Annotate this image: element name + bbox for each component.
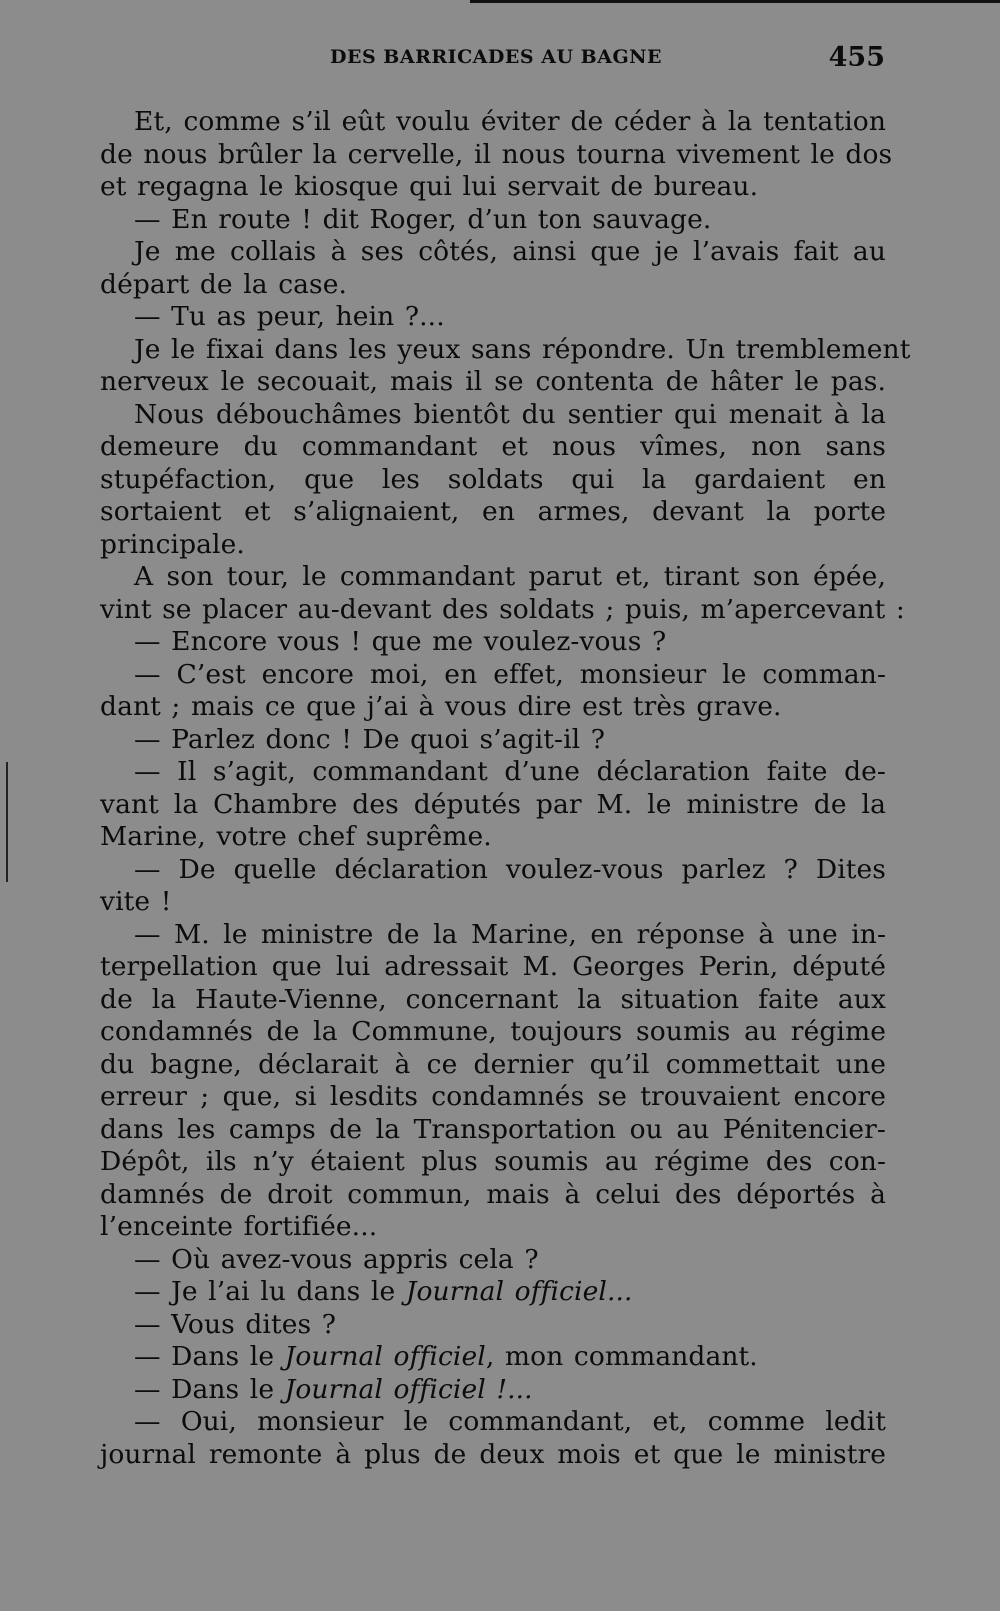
text-line: Et, comme s’il eût voulu éviter de céder à la tentation (134, 106, 886, 137)
text-line: Je me collais à ses côtés, ainsi que je l’avais fait au (134, 236, 886, 267)
text-segment: — Je l’ai lu dans le (134, 1276, 406, 1307)
text-line: — Encore vous ! que me voulez-vous ? (134, 626, 667, 657)
text-line: vant la Chambre des députés par M. le ministre de la (100, 788, 886, 820)
text-line: — Oui, monsieur le commandant, et, comme ledit (134, 1406, 886, 1437)
text-line: demeure du commandant et nous vîmes, non sans (100, 431, 886, 462)
body-text (100, 106, 911, 1471)
text-line: stupéfaction, que les soldats qui la gardaient en (100, 463, 886, 495)
text-line: A son tour, le commandant parut et, tirant son épée, (134, 561, 886, 592)
text-line: erreur ; que, si lesdits condamnés se trouvaient encore (100, 1081, 886, 1112)
text-line: Nous débouchâmes bientôt du sentier qui menait à la (134, 398, 886, 430)
page-number: 455 (828, 42, 885, 73)
text-segment: , mon commandant. (485, 1341, 758, 1372)
text-line: Marine, votre chef suprême. (100, 821, 492, 852)
text-line (100, 1341, 886, 1374)
text-line: et regagna le kiosque qui lui servait de bureau. (100, 171, 759, 202)
margin-mark (6, 762, 8, 882)
italic-segment: Journal officiel... (405, 1276, 633, 1307)
text-line: — Il s’agit, commandant d’une déclaration faite de- (134, 756, 886, 787)
text-line: terpellation que lui adressait M. Georges Perin, député (100, 951, 886, 982)
text-line: nerveux le secouait, mais il se contenta de hâter le pas. (100, 366, 886, 397)
text-line: principale. (100, 528, 245, 560)
text-line: — Parlez donc ! De quoi s’agit-il ? (134, 723, 606, 755)
text-line: — Où avez-vous appris cela ? (134, 1243, 539, 1275)
italic-segment: Journal officiel !... (284, 1373, 533, 1405)
top-rule (470, 0, 1000, 3)
text-line: dans les camps de la Transportation ou au Pénitencier- (100, 1113, 886, 1145)
text-line: l’enceinte fortifiée... (100, 1211, 378, 1242)
text-line: vint se placer au-devant des soldats ; puis, m’apercevant : (100, 593, 905, 625)
text-line: Je le fixai dans les yeux sans répondre. Un tremblement (134, 333, 911, 365)
text-line: vite ! (100, 886, 172, 917)
page-header (100, 42, 885, 76)
text-line: journal remonte à plus de deux mois et que le ministre (100, 1438, 886, 1470)
text-line: — En route ! dit Roger, d’un ton sauvage. (134, 203, 712, 235)
text-line: damnés de droit commun, mais à celui des déportés à (100, 1178, 886, 1210)
text-line: départ de la case. (100, 268, 348, 300)
text-line: du bagne, déclarait à ce dernier qu’il commettait une (100, 1048, 886, 1080)
text-line: sortaient et s’alignaient, en armes, devant la porte (100, 496, 886, 527)
text-line: — C’est encore moi, en effet, monsieur le comman- (134, 658, 886, 690)
italic-segment: Journal officiel (284, 1341, 486, 1372)
text-segment: — Dans le (134, 1373, 285, 1405)
text-line (100, 1374, 886, 1407)
text-line: Dépôt, ils n’y étaient plus soumis au régime des con- (100, 1146, 886, 1177)
text-line: — De quelle déclaration voulez-vous parlez ? Dites (134, 853, 886, 885)
text-segment: — Dans le (134, 1341, 285, 1372)
text-line (100, 1276, 886, 1309)
text-line: dant ; mais ce que j’ai à vous dire est très grave. (100, 691, 782, 722)
text-line: condamnés de la Commune, toujours soumis au régime (100, 1016, 886, 1047)
text-line: de la Haute-Vienne, concernant la situation faite aux (100, 983, 886, 1015)
running-title: DES BARRICADES AU BAGNE (330, 46, 663, 68)
text-line: — Vous dites ? (134, 1308, 337, 1340)
text-line: — M. le ministre de la Marine, en réponse à une in- (134, 918, 886, 950)
text-line: de nous brûler la cervelle, il nous tourna vivement le dos (100, 138, 893, 170)
text-line: — Tu as peur, hein ?... (134, 301, 445, 332)
